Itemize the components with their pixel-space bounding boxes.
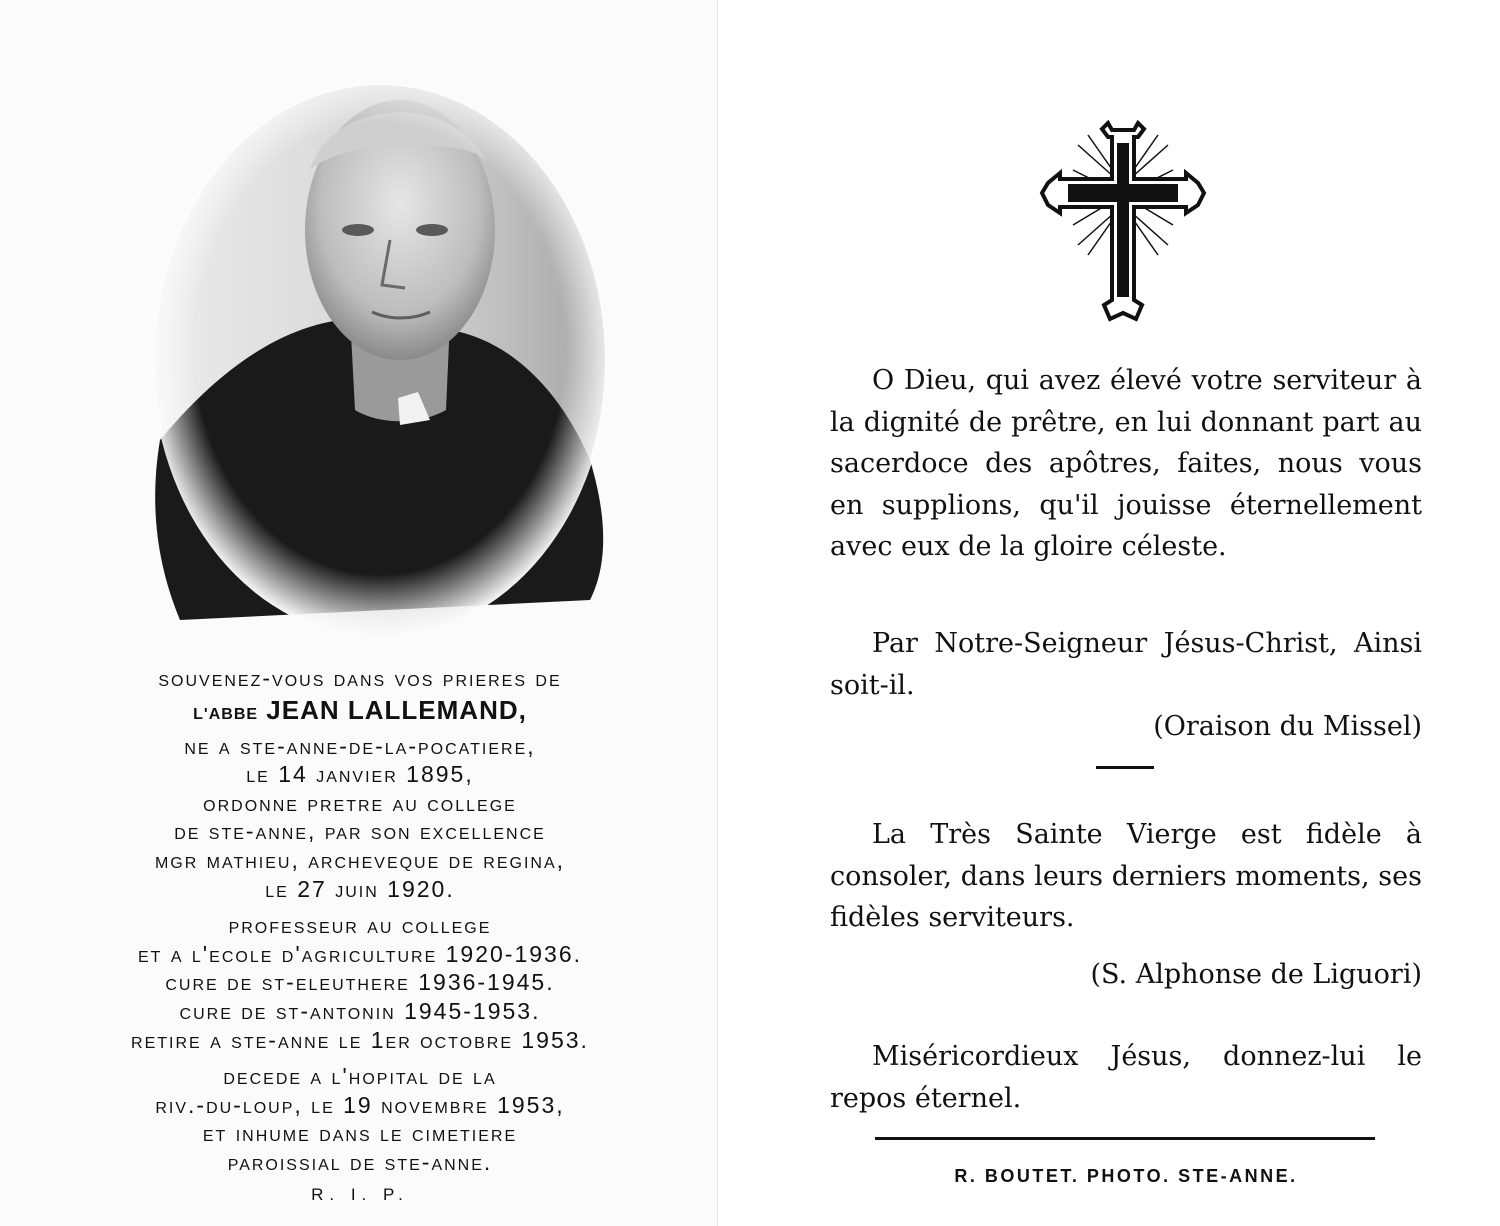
text-line: mgr mathieu, archeveque de regina, (154, 846, 566, 873)
text-line: riv.-du-loup, le 19 novembre 1953, (155, 1091, 565, 1118)
prayer-paragraph-2 (830, 623, 1422, 706)
text-line: cure de st-antonin 1945-1953. (179, 997, 541, 1024)
text-line: cure de st-eleuthere 1936-1945. (165, 969, 555, 996)
attribution-missel: (Oraison du Missel) (1153, 711, 1422, 742)
memorial-card-front (0, 0, 718, 1226)
prayer-text: Par Notre-Seigneur Jésus-Christ, Ainsi soit-il. (830, 628, 1422, 701)
priest-portrait (150, 80, 610, 640)
attribution-liguori: (S. Alphonse de Liguori) (1090, 959, 1422, 990)
text-line: et inhume dans le cimetiere (202, 1120, 518, 1147)
text-line: decede a l'hopital de la (223, 1063, 497, 1090)
prayer-text: O Dieu, qui avez élevé votre serviteur à la dignité de prêtre, en lui donnant part au sacerdoce des apôtres, faites, nous vous en supplions, qu'il jouisse éternellement avec eux de la gloire céleste. (830, 365, 1422, 562)
text-line: ordonne pretre au college (203, 789, 517, 816)
text-line: paroissial de ste-anne. (227, 1148, 493, 1175)
text-line: le 27 juin 1920. (265, 875, 455, 902)
divider (875, 1137, 1375, 1140)
photo-credit: R. BOUTET. PHOTO. STE-ANNE. (954, 1166, 1298, 1186)
prayer-paragraph-1 (830, 360, 1422, 568)
prayer-text: Miséricordieux Jésus, donnez-lui le repos éternel. (830, 1041, 1422, 1114)
name-prefix: L'ABBE (193, 705, 259, 723)
text-line: ne a ste-anne-de-la-pocatiere, (184, 732, 536, 759)
prayer-paragraph-4 (830, 1036, 1422, 1119)
text-line: de ste-anne, par son excellence (174, 818, 546, 845)
text-line: et a l'ecole d'agriculture 1920-1936. (137, 940, 583, 967)
text-line: souvenez-vous dans vos prieres de (158, 665, 562, 691)
prayer-text: La Très Sainte Vierge est fidèle à consoler, dans leurs derniers moments, ses fidèles serviteurs. (830, 819, 1422, 933)
prayer-paragraph-3 (830, 814, 1422, 939)
text-line: professeur au college (228, 912, 492, 939)
rip-text: R. I. P. (311, 1184, 409, 1204)
memorial-card-back (738, 0, 1500, 1226)
name-text: JEAN LALLEMAND, (266, 694, 527, 725)
divider (1096, 766, 1154, 769)
text-line: le 14 janvier 1895, (246, 761, 474, 788)
text-line: retire a ste-anne le 1er octobre 1953. (131, 1026, 589, 1053)
deceased-name (40, 693, 680, 732)
memorial-text (40, 664, 680, 1205)
cross-icon (1038, 115, 1208, 327)
